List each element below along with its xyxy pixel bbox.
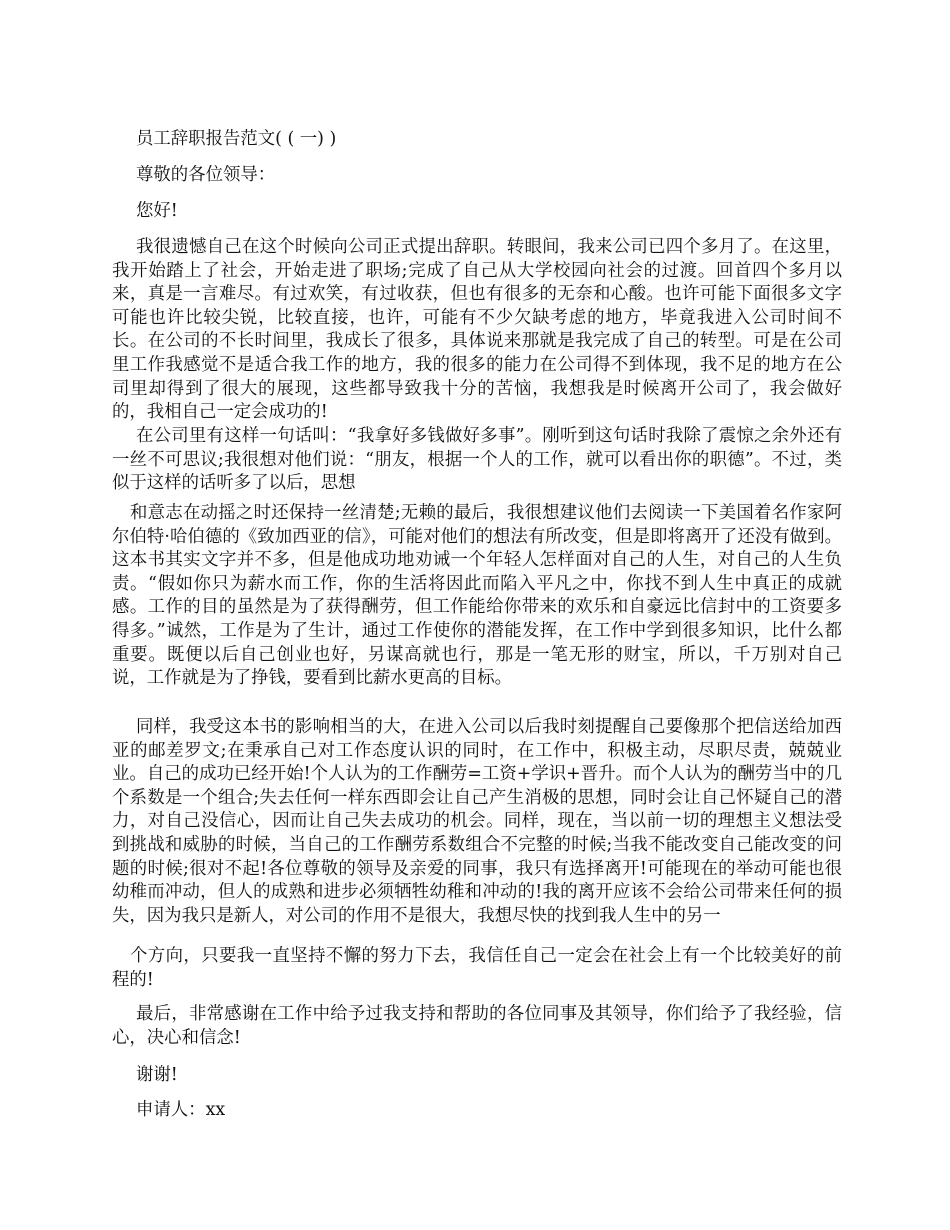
salutation: 尊敬的各位领导： xyxy=(136,165,276,185)
closing-thanks: 谢谢! xyxy=(136,1065,178,1085)
body-paragraph-1: 我很遗憾自己在这个时候向公司正式提出辞职。转眼间，我来公司已四个多月了。在这里，我开始踏上了社会，开始走进了职场;完成了自己从大学校园向社会的过渡。回首四个多月以来，真是一言难尽。有过欢笑，有过收获，但也有很多的无奈和心酸。也许可能下面很多文字可能也许比较尖锐，比较直接，也许，可能有不少欠缺考虑的地方，毕竟我进入公司时间不长。在公司的不长时间里，我成长了很多，具体说来那就是我完成了自己的转型。可是在公司里工作我感觉不是适合我工作的地方，我的很多的能力在公司得不到体现，我不足的地方在公司里却得到了很大的展现，这些都导致我十分的苦恼，我想我是时候离开公司了，我会做好的，我相自己一定会成功的! xyxy=(112,237,842,423)
body-paragraph-2: 在公司里有这样一句话叫：“我拿好多钱做好多事”。刚听到这句话时我除了震惊之余外还有一丝不可思议;我很想对他们说：“朋友，根据一个人的工作，就可以看出你的职德”。不过，类似于这样的话听多了以后，思想 xyxy=(112,426,842,494)
greeting: 您好! xyxy=(136,201,178,221)
signature: 申请人：xx xyxy=(136,1100,226,1120)
body-paragraph-4: 同样，我受这本书的影响相当的大，在进入公司以后我时刻提醒自己要像那个把信送给加西亚的邮差罗文;在秉承自己对工作态度认识的同时，在工作中，积极主动，尽职尽责，兢兢业业。自己的成功已经开始!个人认为的工作酬劳=工资+学识+晋升。而个人认为的酬劳当中的几个系数是一个组合;失去任何一样东西即会让自己产生消极的思想，同时会让自己怀疑自己的潜力，对自己没信心，因而让自己失去成功的机会。同样，现在，当以前一切的理想主义想法受到挑战和威胁的时候，当自己的工作酬劳系数组合不完整的时候;当我不能改变自己能改变的问题的时候;很对不起!各位尊敬的领导及亲爱的同事，我只有选择离开!可能现在的举动可能也很幼稚而冲动，但人的成熟和进步必须牺牲幼稚和冲动的!我的离开应该不会给公司带来任何的损失，因为我只是新人，对公司的作用不是很大，我想尽快的找到我人生中的另一 xyxy=(112,717,842,926)
document-title: 员工辞职报告范文( ( 一) ) xyxy=(136,129,337,149)
body-paragraph-3: 和意志在动摇之时还保持一丝清楚;无赖的最后，我很想建议他们去阅读一下美国着名作家阿尔伯特·哈伯德的《致加西亚的信》，可能对他们的想法有所改变，但是即将离开了还没有做到。这本书其实文字并不多，但是他成功地劝诫一个年轻人怎样面对自己的人生，对自己的人生负责。“假如你只为薪水而工作，你的生活将因此而陷入平凡之中，你找不到人生中真正的成就感。工作的目的虽然是为了获得酬劳，但工作能给你带来的欢乐和自豪远比信封中的工资要多得多。”诚然，工作是为了生计，通过工作使你的潜能发挥，在工作中学到很多知识，比什么都重要。既便以后自己创业也好，另谋高就也行，那是一笔无形的财宝，所以，千万别对自己说，工作就是为了挣钱，要看到比薪水更高的目标。 xyxy=(112,503,842,689)
body-paragraph-6: 最后，非常感谢在工作中给予过我支持和帮助的各位同事及其领导，你们给予了我经验，信心，决心和信念! xyxy=(112,1004,842,1048)
body-paragraph-5: 个方向，只要我一直坚持不懈的努力下去，我信任自己一定会在社会上有一个比较美好的前程的! xyxy=(112,946,842,990)
